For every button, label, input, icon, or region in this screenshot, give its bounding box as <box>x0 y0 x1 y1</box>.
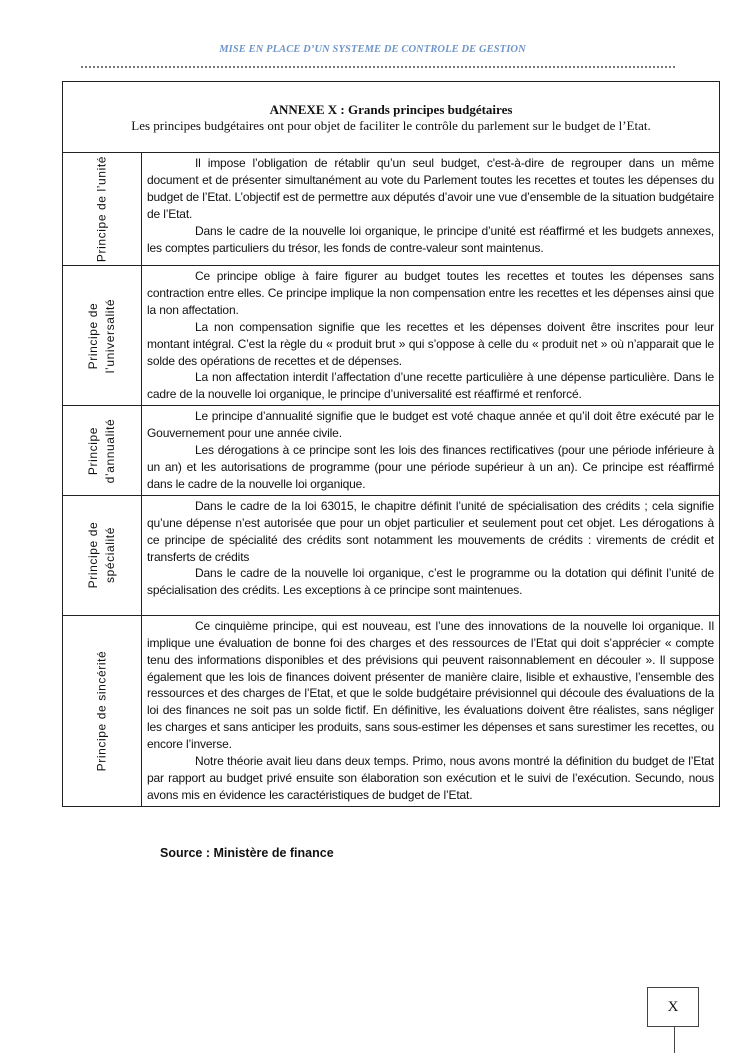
label-line: l’universalité <box>103 298 117 373</box>
row-content <box>142 266 720 406</box>
table-row <box>63 266 720 406</box>
row-content <box>142 615 720 806</box>
page-number-line <box>674 1026 675 1053</box>
row-content <box>142 153 720 266</box>
source-note: Source : Ministère de finance <box>160 846 334 860</box>
table-row <box>63 495 720 615</box>
row-label <box>63 615 142 806</box>
paragraph: Dans le cadre de la loi 63015, le chapitre définit l’unité de spécialisation des crédits ; cela signifie qu’une dépense n’est autorisée que pour un objet particulier et seulement pout cet objet. Les dérogations à ce principe de spécialité des crédits sont notamment les mouvements de crédits : virements de crédit et transferts de crédits <box>147 498 714 564</box>
annex-subtitle: Les principes budgétaires ont pour objet de faciliter le contrôle du parlement sur le budget de l’Etat. <box>131 118 651 133</box>
row-label <box>63 266 142 406</box>
annex-header-cell <box>63 82 720 153</box>
row-content <box>142 495 720 615</box>
paragraph: Le principe d’annualité signifie que le budget est voté chaque année et qu’il doit être exécuté par le Gouvernement pour une année civile. <box>147 409 714 441</box>
paragraph: Ce cinquième principe, qui est nouveau, est l’une des innovations de la nouvelle loi organique. Il implique une évaluation de bonne foi des charges et des ressources de l’Etat qui doit s’apprécier « compte tenu des informations disponibles et des prévisions qui peuvent raisonnablement en découler ». Il suppose également que les lois de finances doivent présenter de manière claire, lisible et exhaustive, l’ensemble des ressources et des charges de l’Etat, et que le solde budgétaire prévisionnel qui découle des évaluations de la loi des finances ne soit pas un solde fictif. En définitive, les évaluations doivent être réalistes, sans négliger les charges et sans anticiper les produits, sans sous-estimer les dépenses et sans surestimer les recettes, ou encore l’inverse. <box>147 618 714 752</box>
paragraph: La non affectation interdit l’affectation d’une recette particulière à une dépense particulière. Dans le cadre de la nouvelle loi organique, le principe d’universalité est réaffirmé et renforcé. <box>147 370 714 402</box>
label-line: Principe de sincérité <box>94 650 109 772</box>
label-line: Principe de <box>86 302 100 369</box>
running-header: MISE EN PLACE D’UN SYSTEME DE CONTROLE DE GESTION <box>219 44 526 55</box>
row-label <box>63 406 142 496</box>
paragraph: Dans le cadre de la nouvelle loi organique, c’est le programme ou la dotation qui définit l’unité de spécialisation des crédits. Les exceptions à ce principe sont maintenues. <box>147 566 714 598</box>
paragraph: Dans le cadre de la nouvelle loi organique, le principe d’unité est réaffirmé et les budgets annexes, les comptes particuliers du trésor, les fonds de contre-valeur sont maintenus. <box>147 223 714 255</box>
row-label <box>63 153 142 266</box>
table-row <box>63 615 720 806</box>
label-line: Principe de l’unité <box>94 155 109 263</box>
label-line: Principe de <box>86 521 100 589</box>
paragraph: Les dérogations à ce principe sont les lois des finances rectificatives (pour une période inférieure à un an) et les autorisations de programme (pour une période supérieur à un an). Ce principe est réaffirmé dans le cadre de la nouvelle loi organique. <box>147 443 714 491</box>
row-content <box>142 406 720 496</box>
table-row <box>63 406 720 496</box>
label-line: d’annualité <box>103 418 117 483</box>
paragraph: La non compensation signifie que les recettes et les dépenses doivent être inscrites pour leur montant intégral. C’est la règle du « produit brut » qui s’oppose à celle du « produit net » où n’apparait que le solde des opérations de recettes et de dépenses. <box>147 319 714 368</box>
paragraph: Ce principe oblige à faire figurer au budget toutes les recettes et toutes les dépenses sans contraction entre elles. Ce principe implique la non compensation entre les recettes et les dépenses ainsi que la non affectation. <box>147 269 714 317</box>
label-line: spécialité <box>103 527 117 584</box>
annex-header-row <box>63 82 720 153</box>
page-number: X <box>647 987 699 1027</box>
row-label <box>63 495 142 615</box>
annex-title: ANNEXE X : Grands principes budgétaires <box>269 102 513 117</box>
label-line: Principe <box>86 426 100 475</box>
table-row <box>63 153 720 266</box>
header-divider <box>81 66 675 68</box>
principles-table <box>62 81 720 807</box>
paragraph: Il impose l’obligation de rétablir qu’un seul budget, c'est-à-dire de regrouper dans un même document et de présenter simultanément au vote du Parlement toutes les recettes et toutes les dépenses du budget de l’Etat. L’objectif est de permettre aux députés d’avoir une vue d’ensemble de la situation budgétaire de l’Etat. <box>147 156 714 221</box>
paragraph: Notre théorie avait lieu dans deux temps. Primo, nous avons montré la définition du budget de l’Etat par rapport au budget privé ensuite son élaboration son exécution et le suivi de l’exécution. Secundo, nous avons mis en évidence les caractéristiques de budget de l’Etat. <box>147 754 714 802</box>
